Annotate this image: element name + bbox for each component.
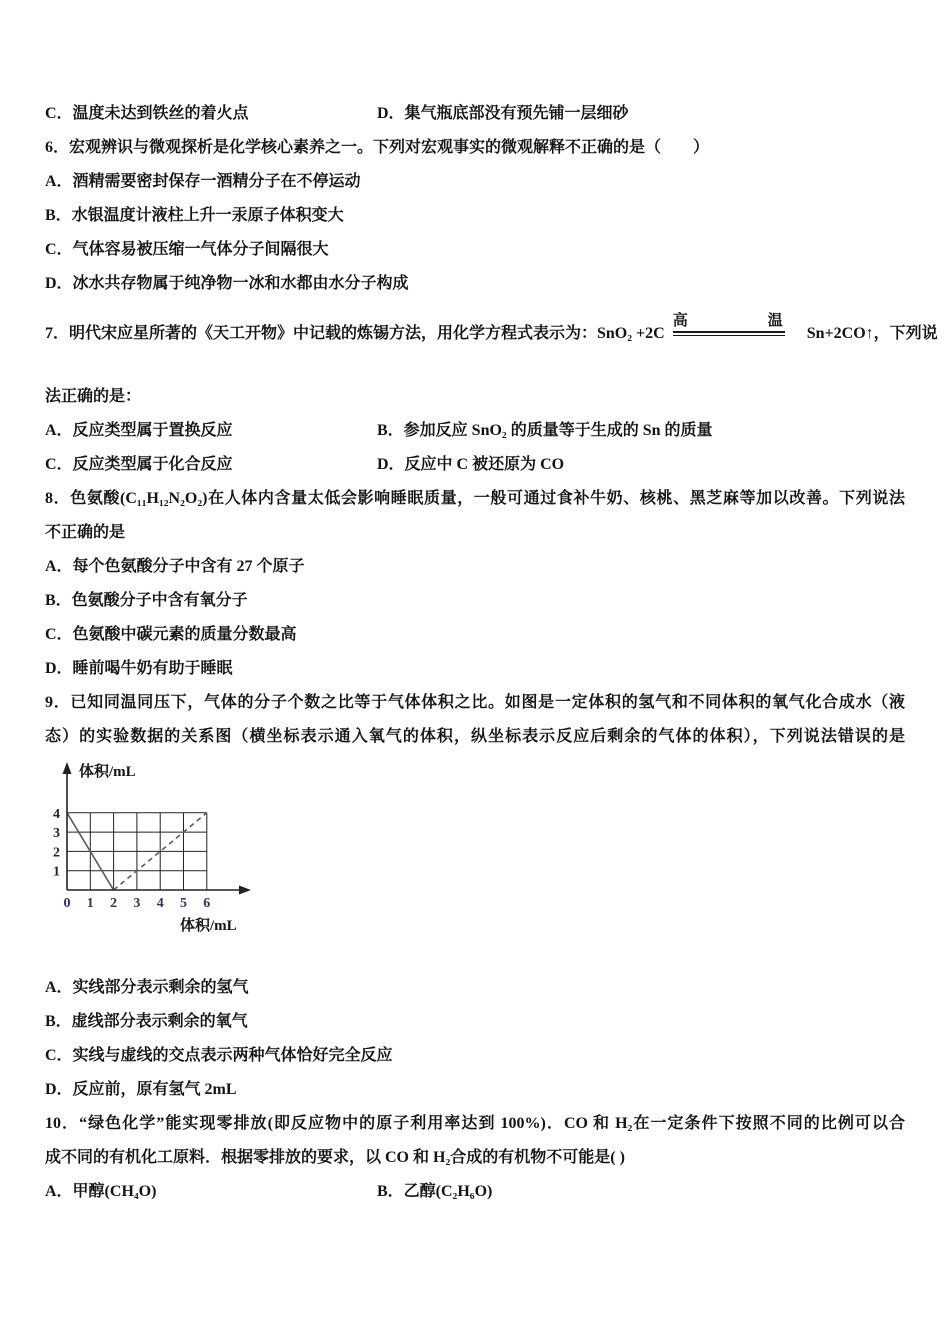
- q8-option-c: C．色氨酸中碳元素的质量分数最高: [45, 626, 297, 643]
- reaction-equals-line: [673, 331, 785, 336]
- q6-stem: 6．宏观辨识与微观探析是化学核心素养之一。下列对宏观事实的微观解释不正确的是（ ）: [45, 139, 710, 156]
- q9-stem-line2: 态）的实验数据的关系图（横坐标表示通入氧气的体积，纵坐标表示反应后剩余的气体的体积），下列说法错误的是: [45, 728, 905, 745]
- q9-stem-line1: 9．已知同温同压下，气体的分子个数之比等于气体体积之比。如图是一定体积的氢气和不同体积的氧气化合成水（液: [45, 694, 905, 711]
- q9-option-a: A．实线部分表示剩余的氢气: [45, 979, 249, 996]
- q9-option-c: C．实线与虚线的交点表示两种气体恰好完全反应: [45, 1047, 393, 1064]
- q5-options-row: [45, 103, 905, 124]
- svg-text:2: 2: [110, 896, 118, 911]
- q9-option-b: B．虚线部分表示剩余的氧气: [45, 1013, 248, 1030]
- reaction-condition-label: 高温: [672, 313, 785, 329]
- q7-stem: [45, 312, 938, 344]
- svg-text:3: 3: [133, 896, 141, 911]
- q6-option-b: B．水银温度计液柱上升一汞原子体积变大: [45, 207, 344, 224]
- q10-options-row: [45, 1181, 905, 1202]
- q9-option-d: D．反应前，原有氢气 2mL: [45, 1081, 237, 1098]
- q7-stem-cont: 法正确的是：: [45, 388, 142, 405]
- svg-text:3: 3: [53, 826, 60, 842]
- q7-option-c: C．反应类型属于化合反应: [45, 456, 233, 473]
- y-axis-label: 体积/mL: [79, 764, 136, 780]
- q10-option-b: B．乙醇(C₂H₆O): [377, 1183, 493, 1200]
- svg-text:2: 2: [53, 845, 60, 861]
- x-axis-label: 体积/mL: [180, 918, 237, 934]
- svg-text:4: 4: [156, 896, 164, 911]
- q8-stem-line2: 不正确的是: [45, 524, 126, 541]
- q10-stem-line2: 成不同的有机化工原料．根据零排放的要求，以 CO 和 H₂合成的有机物不可能是( ): [45, 1149, 625, 1166]
- q5-option-d: D．集气瓶底部没有预先铺一层细砂: [377, 105, 629, 122]
- q6-option-d: D．冰水共存物属于纯净物一冰和水都由水分子构成: [45, 275, 409, 292]
- q7-stem-before: 7．明代宋应星所著的《天工开物》中记载的炼锡方法，用化学方程式表示为：SnO₂ +2C: [45, 325, 665, 342]
- svg-text:1: 1: [53, 864, 60, 880]
- svg-text:6: 6: [203, 896, 211, 911]
- q7-option-a: A．反应类型属于置换反应: [45, 422, 233, 439]
- q6-option-a: A．酒精需要密封保存一酒精分子在不停运动: [45, 173, 361, 190]
- q10-option-a: A．甲醇(CH₄O): [45, 1183, 157, 1200]
- gas-volume-chart: [45, 760, 905, 943]
- reaction-condition: [673, 312, 785, 336]
- q8-stem-line1: 8．色氨酸(C₁₁H₁₂N₂O₂)在人体内含量太低会影响睡眠质量，一般可通过食补牛奶、核桃、黑芝麻等加以改善。下列说法: [45, 490, 905, 507]
- q7-options-row-1: [45, 420, 905, 441]
- svg-text:5: 5: [180, 896, 187, 911]
- q8-option-d: D．睡前喝牛奶有助于睡眠: [45, 660, 233, 677]
- q8-option-b: B．色氨酸分子中含有氧分子: [45, 592, 248, 609]
- svg-text:0: 0: [63, 896, 71, 911]
- q7-stem-after: Sn+2CO↑，下列说: [806, 325, 938, 342]
- svg-text:1: 1: [86, 896, 94, 911]
- q6-option-c: C．气体容易被压缩一气体分子间隔很大: [45, 241, 329, 258]
- svg-text:4: 4: [53, 806, 60, 822]
- q7-options-row-2: [45, 454, 905, 475]
- q7-option-b: B．参加反应 SnO₂ 的质量等于生成的 Sn 的质量: [377, 422, 713, 439]
- q5-option-c: C．温度未达到铁丝的着火点: [45, 105, 249, 122]
- gas-volume-chart-svg: [45, 760, 295, 938]
- q8-option-a: A．每个色氨酸分子中含有 27 个原子: [45, 558, 305, 575]
- q10-stem-line1: 10．“绿色化学”能实现零排放(即反应物中的原子利用率达到 100%)．CO 和 H₂在一定条件下按照不同的比例可以合: [45, 1115, 905, 1132]
- q7-option-d: D．反应中 C 被还原为 CO: [377, 456, 565, 473]
